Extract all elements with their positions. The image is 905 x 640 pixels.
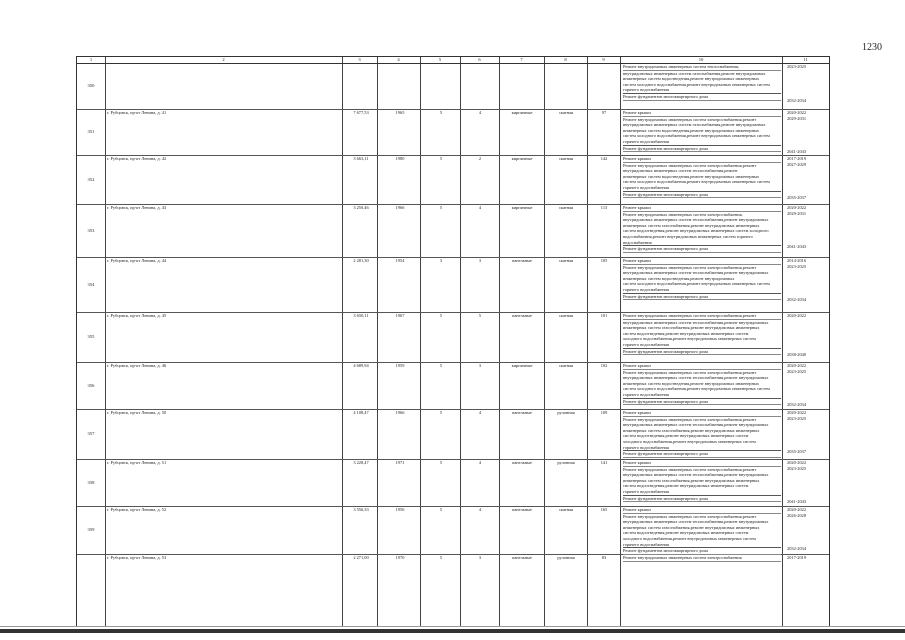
period-item: 2020-2022 [787, 460, 807, 465]
work-item: Ремонт фундаментов многоквартирного дома [623, 293, 781, 301]
row-number: 350 [87, 83, 95, 89]
residents-cell: 101 [600, 313, 608, 318]
scan-edge-bar [0, 629, 905, 633]
floors-cell: 5 [439, 110, 443, 115]
work-item: Ремонт внутридомовых инженерных систем электроснабжения,ремонт [623, 116, 757, 122]
period-item: 2041-2043 [787, 244, 807, 250]
work-item: Ремонт крыши [623, 363, 781, 370]
work-item: Ремонт фундаментов многоквартирного дома [623, 348, 781, 356]
work-item: систем водоотведения,ремонт внутридомовых инженерных систем холодного [623, 228, 769, 234]
wall-material-cell: панельные [511, 555, 533, 560]
works-list [623, 258, 781, 312]
work-item: инженерных систем водоотведения,ремонт внутридомовых инженерных [623, 173, 760, 179]
work-item: инженерных систем водоотведения,ремонт внутридомовых инженерных [623, 127, 760, 133]
work-item: внутридомовых инженерных систем теплоснабжения,ремонт внутридомовых [623, 217, 769, 223]
entrances-cell: 3 [478, 363, 482, 368]
work-item: Ремонт крыши [623, 507, 781, 514]
roof-type-cell: скатная [558, 507, 574, 512]
periods-list [785, 205, 829, 250]
work-item: Ремонт внутридомовых инженерных систем электроснабжения,ремонт [623, 416, 757, 422]
work-item: внутридомовых инженерных систем теплоснабжения,ремонт внутридомовых [623, 270, 769, 276]
period-item: 2027-2029 [787, 161, 807, 167]
residents-cell: 109 [600, 410, 608, 415]
housing-repair-table [76, 56, 830, 627]
header-cell: 9 [602, 57, 605, 62]
header-cell: 5 [438, 57, 442, 62]
work-item: холодного водоснабжения,ремонт внутридомовых инженерных систем [623, 438, 756, 444]
periods-list [785, 460, 829, 505]
period-item: 2032-2034 [787, 297, 807, 303]
work-item: Ремонт крыши [623, 410, 781, 417]
periods-list [785, 258, 829, 303]
table-row [77, 506, 829, 555]
year-cell: 1980 [395, 156, 405, 161]
header-cell: 7 [520, 57, 523, 62]
residents-cell: 113 [600, 205, 608, 210]
works-list [623, 64, 781, 109]
work-item: Ремонт внутридомовых инженерных систем электроснабжения,ремонт [623, 466, 757, 472]
area-cell: 2 281,30 [353, 258, 369, 263]
works-list [623, 156, 781, 204]
header-cell: 1 [89, 57, 93, 62]
row-number: 359 [87, 527, 95, 533]
wall-material-cell: панельные [511, 313, 533, 318]
row-number: 356 [87, 382, 95, 388]
work-item: Ремонт внутридомовых инженерных систем электроснабжения,ремонт [623, 313, 781, 320]
work-item: инженерных систем водоотведения,ремонт внутридомовых инженерных [623, 380, 760, 386]
address-cell: г. Рубцовск, пр-кт Ленина, д. 45 [107, 313, 167, 318]
row-number: 354 [87, 281, 95, 287]
periods-list [785, 313, 829, 358]
work-item: горячего водоснабжения [623, 341, 669, 347]
work-item: внутридомовых инженерных систем теплоснабжения,ремонт [623, 168, 738, 174]
entrances-cell: 4 [478, 205, 482, 210]
entrances-cell: 3 [478, 258, 482, 263]
work-item: Ремонт внутридомовых инженерных систем электроснабжения,ремонт [623, 162, 757, 168]
floors-cell: 5 [439, 156, 443, 161]
periods-list [785, 555, 829, 561]
area-cell: 4 108,47 [353, 410, 369, 415]
table-row [77, 459, 829, 507]
work-item: Ремонт фундаментов многоквартирного дома [623, 93, 781, 101]
works-list [623, 110, 781, 155]
work-item: систем холодного водоснабжения,ремонт внутридомовых инженерных систем [623, 386, 770, 392]
work-item: систем холодного водоснабжения,ремонт внутридомовых инженерных систем [623, 281, 770, 287]
works-list [623, 507, 781, 554]
table-row [77, 204, 829, 258]
roof-type-cell: скатная [558, 258, 574, 263]
work-item: холодного водоснабжения,ремонт внутридомовых инженерных систем [623, 336, 756, 342]
work-item: Ремонт фундаментов многоквартирного дома [623, 245, 781, 253]
entrances-cell: 4 [478, 410, 482, 415]
wall-material-cell: кирпичные [511, 156, 533, 161]
row-number: 358 [87, 479, 95, 485]
wall-material-cell: кирпичные [511, 110, 533, 115]
work-item: холодного водоснабжения,ремонт внутридомовых инженерных систем [623, 535, 756, 541]
table-row [77, 109, 829, 156]
works-list [623, 410, 781, 459]
entrances-cell: 3 [478, 555, 482, 560]
residents-cell: 97 [601, 110, 607, 115]
period-item: 2023-2025 [787, 263, 807, 269]
work-item: горячего водоснабжения [623, 488, 669, 494]
year-cell: 1966 [395, 410, 405, 415]
address-cell: г. Рубцовск, пр-кт Ленина, д. 43 [107, 205, 167, 210]
roof-type-cell: скатная [558, 205, 574, 210]
period-item: 2041-2043 [787, 149, 807, 155]
area-cell: 3 250,46 [353, 205, 369, 210]
works-list [623, 555, 781, 602]
work-item: Ремонт крыши [623, 205, 781, 212]
residents-cell: 102 [600, 363, 608, 368]
year-cell: 1965 [395, 110, 405, 115]
table-row [77, 257, 829, 313]
floors-cell: 5 [439, 205, 443, 210]
work-item: внутридомовых инженерных систем теплоснабжения,ремонт внутридомовых [623, 422, 769, 428]
row-number: 357 [87, 431, 95, 437]
period-item: 2020-2022 [787, 410, 807, 415]
table-row [77, 312, 829, 363]
period-item: 2020-2022 [787, 110, 807, 115]
year-cell: 1966 [395, 205, 405, 210]
page-number: 1230 [862, 42, 882, 53]
wall-material-cell: панельные [511, 410, 533, 415]
header-cell: 4 [397, 57, 400, 62]
works-list [623, 460, 781, 506]
work-item: горячего водоснабжения [623, 184, 669, 190]
period-item: 2032-2034 [787, 97, 807, 103]
period-item: 2017-2019 [787, 555, 807, 560]
residents-cell: 141 [600, 460, 608, 465]
entrances-cell: 5 [478, 313, 482, 318]
work-item: Ремонт внутридомовых инженерных систем теплоснабжения, [623, 64, 781, 71]
residents-cell: 165 [600, 507, 608, 512]
period-item: 2017-2019 [787, 156, 807, 161]
work-item: Ремонт внутридомовых инженерных систем электроснабжения,ремонт [623, 264, 757, 270]
roof-type-cell: рулонная [557, 555, 575, 560]
roof-type-cell: рулонная [557, 460, 575, 465]
period-item: 2035-2037 [787, 195, 807, 201]
work-item: Ремонт фундаментов многоквартирного дома [623, 495, 781, 503]
header-cell: 3 [358, 57, 361, 62]
residents-cell: 83 [601, 555, 607, 560]
wall-material-cell: кирпичные [511, 363, 533, 368]
work-item: внутридомовых инженерных систем теплоснабжения,ремонт внутридомовых [623, 519, 769, 525]
work-item: внутридомовых инженерных систем газоснабжения,ремонт внутридомовых [623, 70, 766, 76]
work-item: горячего водоснабжения [623, 444, 669, 450]
table-row [77, 63, 829, 110]
work-item: систем водоотведения,ремонт внутридомовых инженерных систем [623, 530, 749, 536]
period-item: 2023-2025 [787, 465, 807, 471]
periods-list [785, 363, 829, 408]
work-item: Ремонт крыши [623, 156, 781, 163]
row-number [77, 554, 105, 602]
work-item: горячего водоснабжения [623, 286, 669, 292]
year-cell: 1956 [395, 507, 405, 512]
work-item: Ремонт фундаментов многоквартирного дома [623, 398, 781, 406]
roof-type-cell: скатная [558, 313, 574, 318]
header-cell: 11 [803, 57, 808, 62]
row-number: 351 [87, 129, 95, 135]
work-item: Ремонт крыши [623, 110, 781, 117]
period-item: 2020-2022 [787, 313, 807, 318]
work-item: горячего водоснабжения [623, 391, 669, 397]
entrances-cell: 2 [478, 156, 482, 161]
works-list [623, 313, 781, 362]
scan-edge-line [0, 626, 905, 627]
table-row [77, 409, 829, 460]
work-item: водоснабжения [623, 239, 652, 245]
work-item: Ремонт крыши [623, 258, 781, 265]
floors-cell: 5 [439, 460, 443, 465]
address-cell: г. Рубцовск, пр-кт Ленина, д. 42 [107, 156, 167, 161]
work-item: Ремонт внутридомовых инженерных систем электроснабжения,ремонт [623, 513, 757, 519]
address-cell: г. Рубцовск, пр-кт Ленина, д. 51 [107, 460, 167, 465]
year-cell: 1970 [395, 555, 405, 560]
period-item: 2029-2031 [787, 210, 807, 216]
address-cell: г. Рубцовск, пр-кт Ленина, д. 46 [107, 363, 167, 368]
work-item: систем водоотведения,ремонт внутридомовых инженерных систем [623, 483, 749, 489]
entrances-cell: 4 [478, 460, 482, 465]
floors-cell: 5 [439, 555, 443, 560]
entrances-cell: 4 [478, 110, 482, 115]
year-cell: 1954 [395, 258, 405, 263]
work-item: горячего водоснабжения [623, 541, 669, 547]
work-item: водоснабжения,ремонт внутридомовых инженерных систем горячего [623, 233, 753, 239]
header-cell: 8 [564, 57, 567, 62]
work-item: инженерных систем газоснабжения,ремонт внутридомовых инженерных [623, 477, 760, 483]
address-cell: г. Рубцовск, пр-кт Ленина, д. 41 [107, 110, 167, 115]
period-item: 2026-2028 [787, 512, 807, 518]
wall-material-cell: панельные [511, 460, 533, 465]
work-item: Ремонт фундаментов многоквартирного дома [623, 145, 781, 153]
floors-cell: 3 [439, 258, 443, 263]
period-item: 2023-2025 [787, 415, 807, 421]
work-item: инженерных систем газоснабжения,ремонт внутридомовых инженерных [623, 325, 760, 331]
area-cell: 3 663,11 [353, 156, 369, 161]
period-item: 2020-2022 [787, 507, 807, 512]
year-cell: 1967 [395, 313, 405, 318]
period-item: 2032-2034 [787, 402, 807, 408]
work-item: Ремонт внутридомовых инженерных систем электроснабжения, [623, 211, 743, 217]
table-row [77, 155, 829, 205]
roof-type-cell: скатная [558, 156, 574, 161]
period-item: 2020-2022 [787, 363, 807, 368]
period-item: 2035-2037 [787, 449, 807, 455]
period-item: 2041-2043 [787, 499, 807, 505]
area-cell: 7 677,53 [353, 110, 369, 115]
area-cell: 2 271,00 [353, 555, 369, 560]
work-item: систем водоотведения,ремонт внутридомовых инженерных систем [623, 433, 749, 439]
works-list [623, 363, 781, 409]
work-item: инженерных систем газоснабжения,ремонт внутридомовых инженерных [623, 524, 760, 530]
floors-cell: 5 [439, 410, 443, 415]
work-item: внутридомовых инженерных систем газоснабжения,ремонт внутридомовых [623, 122, 766, 128]
period-item: 2038-2040 [787, 352, 807, 358]
periods-list [785, 410, 829, 455]
roof-type-cell: рулонная [557, 410, 575, 415]
wall-material-cell: панельные [511, 507, 533, 512]
work-item: Ремонт фундаментов многоквартирного дома [623, 191, 781, 199]
residents-cell: 105 [600, 258, 608, 263]
periods-list [785, 110, 829, 155]
address-cell: г. Рубцовск, пр-кт Ленина, д. 53 [107, 555, 167, 560]
table-row [77, 554, 829, 602]
entrances-cell: 4 [478, 507, 482, 512]
work-item: внутридомовых инженерных систем теплоснабжения,ремонт внутридомовых [623, 472, 769, 478]
work-item: Ремонт фундаментов многоквартирного дома [623, 450, 781, 458]
period-item: 2020-2022 [787, 205, 807, 210]
address-cell: г. Рубцовск, пр-кт Ленина, д. 44 [107, 258, 167, 263]
work-item: Ремонт внутридомовых инженерных систем электроснабжения [623, 555, 781, 562]
roof-type-cell: скатная [558, 363, 574, 368]
work-item: внутридомовых инженерных систем теплоснабжения,ремонт внутридомовых [623, 375, 769, 381]
work-item: Ремонт крыши [623, 460, 781, 467]
area-cell: 3 228,47 [353, 460, 369, 465]
residents-cell: 142 [600, 156, 608, 161]
periods-list [785, 507, 829, 552]
work-item: систем холодного водоснабжения,ремонт внутридомовых инженерных систем [623, 81, 770, 87]
wall-material-cell: панельные [511, 258, 533, 263]
works-list [623, 205, 781, 257]
periods-list [785, 156, 829, 201]
roof-type-cell: скатная [558, 110, 574, 115]
work-item: инженерных систем газоснабжения,ремонт внутридомовых инженерных [623, 222, 760, 228]
work-item: внутридомовых инженерных систем теплоснабжения,ремонт внутридомовых [623, 319, 769, 325]
row-number: 352 [87, 176, 95, 182]
floors-cell: 5 [439, 313, 443, 318]
area-cell: 3 556,33 [353, 507, 369, 512]
address-cell: г. Рубцовск, пр-кт Ленина, д. 50 [107, 410, 167, 415]
row-number: 355 [87, 334, 95, 340]
wall-material-cell: кирпичные [511, 205, 533, 210]
work-item: горячего водоснабжения [623, 87, 669, 93]
year-cell: 1959 [395, 363, 405, 368]
work-item: инженерных систем газоснабжения,ремонт внутридомовых инженерных [623, 427, 760, 433]
row-number: 353 [87, 227, 95, 233]
period-item: 2014-2016 [787, 258, 807, 263]
work-item: инженерных систем водоотведения,ремонт внутридомовых инженерных [623, 76, 760, 82]
periods-list [785, 64, 829, 103]
period-item: 2032-2034 [787, 546, 807, 552]
header-cell: 6 [478, 57, 481, 62]
area-cell: 4 689,94 [353, 363, 369, 368]
work-item: инженерных систем водоотведения,ремонт внутридомовых [623, 275, 735, 281]
year-cell: 1971 [395, 460, 405, 465]
work-item: систем холодного водоснабжения,ремонт внутридомовых инженерных систем [623, 133, 770, 139]
header-cell: 2 [222, 57, 225, 62]
area-cell: 3 650,11 [353, 313, 369, 318]
table-row [77, 362, 829, 410]
work-item: Ремонт внутридомовых инженерных систем электроснабжения,ремонт [623, 369, 757, 375]
header-cell: 10 [698, 57, 704, 62]
period-item: 2029-2031 [787, 115, 807, 121]
period-item: 2023-2025 [787, 64, 807, 69]
work-item: горячего водоснабжения [623, 138, 669, 144]
work-item: Ремонт фундаментов многоквартирного дома [623, 547, 781, 555]
address-cell: г. Рубцовск, пр-кт Ленина, д. 52 [107, 507, 167, 512]
period-item: 2023-2025 [787, 368, 807, 374]
floors-cell: 5 [439, 363, 443, 368]
work-item: систем водоотведения,ремонт внутридомовых инженерных систем [623, 330, 749, 336]
floors-cell: 5 [439, 507, 443, 512]
work-item: систем холодного водоснабжения,ремонт внутридомовых инженерных систем [623, 179, 770, 185]
